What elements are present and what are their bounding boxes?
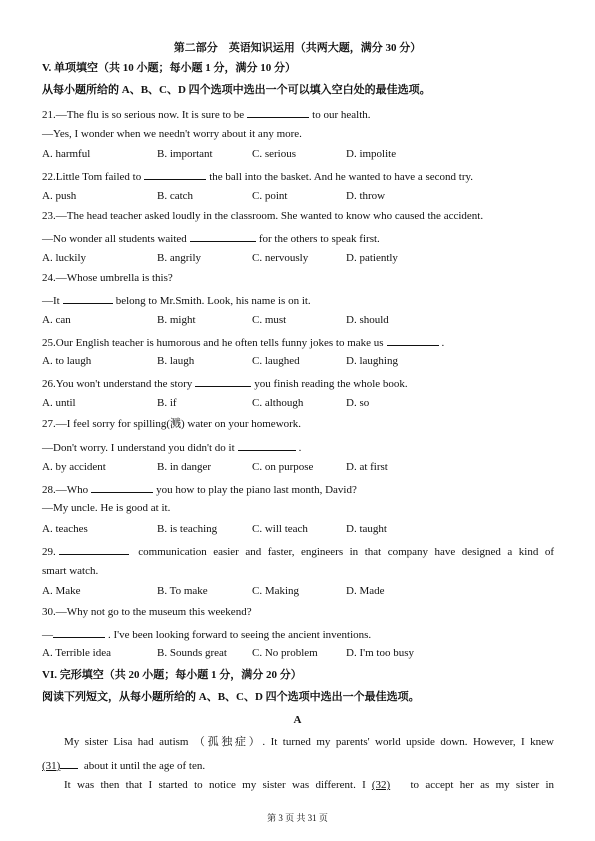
question-text: 28.—Who [42, 484, 89, 496]
question-text: belong to Mr.Smith. Look, his name is on it. [115, 295, 311, 307]
passage-line-3 [42, 778, 554, 792]
question-text: 21.—The flu is so serious now. It is sure to be [42, 109, 245, 121]
option-c: C. Making [252, 585, 300, 597]
option-a: A. teaches [42, 523, 88, 535]
question-text: 26.You won't understand the story [42, 378, 193, 390]
answer-blank [247, 106, 309, 118]
option-c: C. point [252, 190, 288, 202]
question-text: you finish reading the whole book. [254, 378, 408, 390]
answer-blank [238, 439, 296, 451]
question-text: —No wonder all students waited [42, 233, 187, 245]
question-text: — [42, 629, 53, 641]
cloze-blank-31: (31) [42, 760, 61, 772]
option-c: C. No problem [252, 647, 318, 659]
question-text: . [441, 337, 445, 349]
option-b: B. laugh [157, 355, 195, 367]
question-27-reply [42, 439, 301, 455]
question-text: —It [42, 295, 60, 307]
question-text: the ball into the basket. And he wanted to have a second try. [209, 171, 474, 183]
option-a: A. to laugh [42, 355, 92, 367]
answer-blank [91, 481, 153, 493]
option-b: B. if [157, 397, 177, 409]
option-b: B. in danger [157, 461, 212, 473]
passage-label: A [293, 714, 302, 726]
question-22 [42, 168, 473, 184]
option-d: D. so [346, 397, 370, 409]
option-d: D. patiently [346, 252, 398, 264]
question-text: communication easier and faster, engineers in that company have designed a kind of [138, 546, 555, 558]
option-d: D. Made [346, 585, 385, 597]
question-23-reply [42, 230, 380, 246]
option-d: D. should [346, 314, 389, 326]
question-29-cont: smart watch. [42, 565, 99, 577]
answer-blank [53, 626, 105, 638]
question-text: for the others to speak first. [258, 233, 380, 245]
option-b: B. important [157, 148, 213, 160]
question-28-reply: —My uncle. He is good at it. [42, 502, 171, 514]
option-a: A. Make [42, 585, 81, 597]
answer-blank [190, 230, 256, 242]
option-c: C. must [252, 314, 287, 326]
option-a: A. until [42, 397, 76, 409]
question-text: . I've been looking forward to seeing the ancient inventions. [108, 629, 372, 641]
option-d: D. at first [346, 461, 388, 473]
passage-text: about it until the age of ten. [83, 760, 206, 772]
question-text: 22.Little Tom failed to [42, 171, 142, 183]
answer-blank [63, 292, 113, 304]
section5-title: V. 单项填空（共 10 小题；每小题 1 分，满分 10 分） [42, 62, 297, 74]
question-27: 27.—I feel sorry for spilling(溅) water on your homework. [42, 418, 302, 430]
part-title: 第二部分 英语知识运用（共两大题，满分 30 分） [173, 42, 422, 54]
passage-line-1: My sister Lisa had autism （孤独症）. It turned my parents' world upside down. However, I knew [64, 736, 554, 748]
option-a: A. by accident [42, 461, 106, 473]
option-b: B. To make [157, 585, 208, 597]
passage-line-2 [42, 757, 205, 773]
question-text: 25.Our English teacher is humorous and he often tells funny jokes to make us [42, 337, 384, 349]
question-24: 24.—Whose umbrella is this? [42, 272, 173, 284]
question-30-reply [42, 626, 371, 642]
option-b: B. Sounds great [157, 647, 227, 659]
option-c: C. laughed [252, 355, 300, 367]
option-a: A. luckily [42, 252, 86, 264]
option-d: D. impolite [346, 148, 397, 160]
option-d: D. I'm too busy [346, 647, 414, 659]
question-30: 30.—Why not go to the museum this weekend? [42, 606, 252, 618]
option-c: C. on purpose [252, 461, 314, 473]
question-29 [42, 543, 554, 559]
option-b: B. angrily [157, 252, 201, 264]
answer-blank [59, 543, 129, 555]
question-text: . [298, 442, 302, 454]
option-c: C. serious [252, 148, 296, 160]
question-text: —Don't worry. I understand you didn't do it [42, 442, 235, 454]
option-a: A. push [42, 190, 77, 202]
question-21-reply: —Yes, I wonder when we needn't worry about it any more. [42, 128, 302, 140]
option-a: A. Terrible idea [42, 647, 111, 659]
option-b: B. is teaching [157, 523, 218, 535]
option-a: A. harmful [42, 148, 91, 160]
question-28 [42, 481, 357, 497]
option-d: D. laughing [346, 355, 398, 367]
cloze-blank-32: (32) [371, 779, 391, 791]
page-number: 第 3 页 共 31 页 [267, 813, 328, 823]
question-21 [42, 106, 371, 122]
passage-text: It was then that I started to notice my sister was different. I [64, 779, 366, 791]
section6-instructions: 阅读下列短文，从每小题所给的 A、B、C、D 四个选项中选出一个最佳选项。 [42, 691, 420, 703]
option-d: D. taught [346, 523, 387, 535]
option-b: B. catch [157, 190, 194, 202]
section5-instructions: 从每小题所给的 A、B、C、D 四个选项中选出一个可以填入空白处的最佳选项。 [42, 84, 431, 96]
passage-text: to accept her as my sister in [410, 779, 555, 791]
section6-title: VI. 完形填空（共 20 小题；每小题 1 分，满分 20 分） [42, 669, 302, 681]
question-26 [42, 375, 408, 391]
answer-blank [195, 375, 251, 387]
answer-blank [387, 334, 439, 346]
option-c: C. although [252, 397, 304, 409]
question-text: to our health. [312, 109, 371, 121]
question-23: 23.—The head teacher asked loudly in the classroom. She wanted to know who caused the accident. [42, 210, 484, 222]
option-d: D. throw [346, 190, 386, 202]
answer-blank [144, 168, 206, 180]
question-text: you how to play the piano last month, David? [156, 484, 357, 496]
question-25 [42, 334, 444, 350]
option-a: A. can [42, 314, 71, 326]
option-b: B. might [157, 314, 196, 326]
question-24-reply [42, 292, 311, 308]
question-text: 29. [42, 546, 56, 558]
option-c: C. will teach [252, 523, 308, 535]
option-c: C. nervously [252, 252, 309, 264]
